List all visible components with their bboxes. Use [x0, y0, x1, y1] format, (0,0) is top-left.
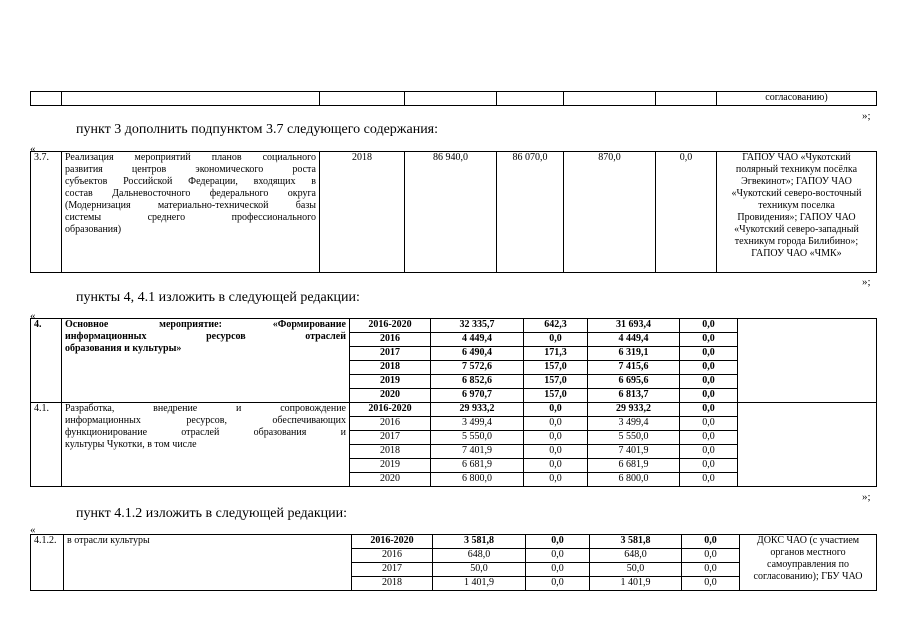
row-number: 4. — [31, 319, 62, 403]
local-cell: 0,0 — [680, 403, 738, 417]
desc-line: информационных ресурсов отраслей — [65, 331, 346, 342]
total-cell: 6 800,0 — [431, 473, 524, 487]
executor-cell — [717, 152, 877, 273]
local-cell: 0,0 — [682, 549, 740, 563]
end-quote-mark: »; — [862, 110, 871, 122]
desc-line: системы среднего профессионального — [65, 212, 316, 223]
regional-cell: 870,0 — [564, 152, 656, 273]
local-cell: 0,0 — [680, 445, 738, 459]
local-cell: 0,0 — [682, 563, 740, 577]
exec-line: Провидения»; ГАПОУ ЧАО — [737, 212, 856, 223]
exec-line: самоуправления по — [767, 559, 849, 570]
regional-cell: 6 695,6 — [588, 375, 680, 389]
desc-line: развития центров экономического роста — [65, 164, 316, 175]
executor-cell: согласованию) — [717, 92, 877, 106]
exec-line: органов местного — [770, 547, 846, 558]
cell — [656, 92, 717, 106]
regional-cell: 6 813,7 — [588, 389, 680, 403]
exec-line: «Чукотский северо-западный — [734, 224, 859, 235]
table-row-4-1-2 — [30, 534, 877, 591]
cell — [564, 92, 656, 106]
local-cell: 0,0 — [680, 459, 738, 473]
row-number: 4.1. — [31, 403, 62, 487]
desc-line: (Модернизация материально-технической базы — [65, 200, 316, 211]
regional-cell: 6 800,0 — [588, 473, 680, 487]
row-description — [62, 403, 350, 487]
federal-cell: 0,0 — [526, 563, 590, 577]
regional-cell: 31 693,4 — [588, 319, 680, 333]
total-cell: 86 940,0 — [405, 152, 497, 273]
row-description — [62, 319, 350, 403]
year-cell: 2016 — [352, 549, 433, 563]
federal-cell: 0,0 — [524, 403, 588, 417]
total-cell: 3 499,4 — [431, 417, 524, 431]
total-cell: 6 490,4 — [431, 347, 524, 361]
desc-line: Разработка, внедрение и сопровождение — [65, 403, 346, 414]
year-cell: 2019 — [350, 375, 431, 389]
federal-cell: 0,0 — [524, 431, 588, 445]
federal-cell: 0,0 — [524, 333, 588, 347]
regional-cell: 7 401,9 — [588, 445, 680, 459]
total-cell: 1 401,9 — [433, 577, 526, 591]
year-cell: 2016 — [350, 333, 431, 347]
year-cell: 2017 — [350, 347, 431, 361]
regional-cell: 7 415,6 — [588, 361, 680, 375]
table-rows-4 — [30, 318, 877, 487]
federal-cell: 0,0 — [524, 417, 588, 431]
local-cell: 0,0 — [682, 577, 740, 591]
local-cell: 0,0 — [680, 431, 738, 445]
desc-line: Реализация мероприятий планов социального — [65, 152, 316, 163]
regional-cell: 50,0 — [590, 563, 682, 577]
exec-line: техникум поселка — [758, 200, 835, 211]
open-quote-mark: « — [30, 524, 36, 536]
row-number: 4.1.2. — [31, 535, 64, 591]
year-cell: 2020 — [350, 473, 431, 487]
regional-cell: 648,0 — [590, 549, 682, 563]
year-cell: 2018 — [350, 445, 431, 459]
year-cell: 2016-2020 — [350, 403, 431, 417]
exec-line: ДОКС ЧАО (с участием — [756, 535, 860, 546]
total-cell: 7 401,9 — [431, 445, 524, 459]
regional-cell: 3 581,8 — [590, 535, 682, 549]
cell — [320, 92, 405, 106]
local-cell: 0,0 — [656, 152, 717, 273]
top-table — [30, 91, 877, 106]
federal-cell: 0,0 — [526, 549, 590, 563]
desc-line: информационных ресурсов, обеспечивающих — [65, 415, 346, 426]
year-cell: 2018 — [352, 577, 433, 591]
exec-line: ГАПОУ ЧАО «Чукотский — [742, 152, 851, 163]
local-cell: 0,0 — [680, 347, 738, 361]
total-cell: 6 852,6 — [431, 375, 524, 389]
regional-cell: 6 319,1 — [588, 347, 680, 361]
exec-line: «Чукотский северо-восточный — [731, 188, 862, 199]
desc-line: образования и культуры» — [65, 343, 182, 354]
exec-line: согласованию); ГБУ ЧАО — [753, 571, 863, 582]
year-cell: 2016-2020 — [352, 535, 433, 549]
row-description — [62, 152, 320, 273]
open-quote-mark: « — [30, 143, 36, 155]
executor-cell — [740, 535, 877, 591]
federal-cell: 642,3 — [524, 319, 588, 333]
regional-cell: 5 550,0 — [588, 431, 680, 445]
desc-line: субъектов Российской Федерации, входящих в — [65, 176, 316, 187]
desc-line: состав Дальневосточного федерального округа — [65, 188, 316, 199]
federal-cell: 0,0 — [526, 535, 590, 549]
executor-cell — [738, 403, 877, 487]
local-cell: 0,0 — [680, 389, 738, 403]
exec-line: Эгвекинот»; ГАПОУ ЧАО — [741, 176, 852, 187]
total-cell: 6 970,7 — [431, 389, 524, 403]
year-cell: 2016 — [350, 417, 431, 431]
end-quote-mark: »; — [862, 491, 871, 503]
table-row-3-7 — [30, 151, 877, 273]
local-cell: 0,0 — [680, 319, 738, 333]
exec-line: техникум города Билибино»; — [734, 236, 859, 247]
total-cell: 4 449,4 — [431, 333, 524, 347]
row-number: 3.7. — [31, 152, 62, 273]
desc-line: функционирование отраслей образования и — [65, 427, 346, 438]
federal-cell: 86 070,0 — [497, 152, 564, 273]
regional-cell: 4 449,4 — [588, 333, 680, 347]
regional-cell: 6 681,9 — [588, 459, 680, 473]
local-cell: 0,0 — [680, 361, 738, 375]
local-cell: 0,0 — [682, 535, 740, 549]
paragraph-instruction: пункт 4.1.2 изложить в следующей редакции: — [76, 506, 347, 521]
open-quote-mark: « — [30, 310, 36, 322]
total-cell: 3 581,8 — [433, 535, 526, 549]
total-cell: 7 572,6 — [431, 361, 524, 375]
desc-line: культуры Чукотки, в том числе — [65, 439, 197, 450]
regional-cell: 1 401,9 — [590, 577, 682, 591]
exec-line: ГАПОУ ЧАО «ЧМК» — [751, 248, 842, 259]
regional-cell: 3 499,4 — [588, 417, 680, 431]
federal-cell: 171,3 — [524, 347, 588, 361]
federal-cell: 157,0 — [524, 389, 588, 403]
federal-cell: 157,0 — [524, 361, 588, 375]
year-cell: 2018 — [320, 152, 405, 273]
federal-cell: 0,0 — [524, 445, 588, 459]
total-cell: 50,0 — [433, 563, 526, 577]
year-cell: 2018 — [350, 361, 431, 375]
total-cell: 32 335,7 — [431, 319, 524, 333]
desc-line: образования) — [65, 224, 122, 235]
year-cell: 2019 — [350, 459, 431, 473]
local-cell: 0,0 — [680, 375, 738, 389]
cell — [405, 92, 497, 106]
year-cell: 2017 — [350, 431, 431, 445]
year-cell: 2017 — [352, 563, 433, 577]
total-cell: 29 933,2 — [431, 403, 524, 417]
total-cell: 5 550,0 — [431, 431, 524, 445]
federal-cell: 0,0 — [524, 459, 588, 473]
local-cell: 0,0 — [680, 417, 738, 431]
cell — [497, 92, 564, 106]
local-cell: 0,0 — [680, 473, 738, 487]
row-description: в отрасли культуры — [64, 535, 352, 591]
paragraph-instruction: пункт 3 дополнить подпунктом 3.7 следующего содержания: — [76, 122, 439, 137]
year-cell: 2016-2020 — [350, 319, 431, 333]
end-quote-mark: »; — [862, 276, 871, 288]
cell — [31, 92, 62, 106]
paragraph-instruction: пункты 4, 4.1 изложить в следующей редакции: — [76, 290, 360, 305]
federal-cell: 157,0 — [524, 375, 588, 389]
cell — [62, 92, 320, 106]
federal-cell: 0,0 — [524, 473, 588, 487]
regional-cell: 29 933,2 — [588, 403, 680, 417]
year-cell: 2020 — [350, 389, 431, 403]
local-cell: 0,0 — [680, 333, 738, 347]
executor-cell — [738, 319, 877, 403]
total-cell: 648,0 — [433, 549, 526, 563]
total-cell: 6 681,9 — [431, 459, 524, 473]
desc-line: Основное мероприятие: «Формирование — [65, 319, 346, 330]
exec-line: полярный техникум посёлка — [735, 164, 858, 175]
federal-cell: 0,0 — [526, 577, 590, 591]
